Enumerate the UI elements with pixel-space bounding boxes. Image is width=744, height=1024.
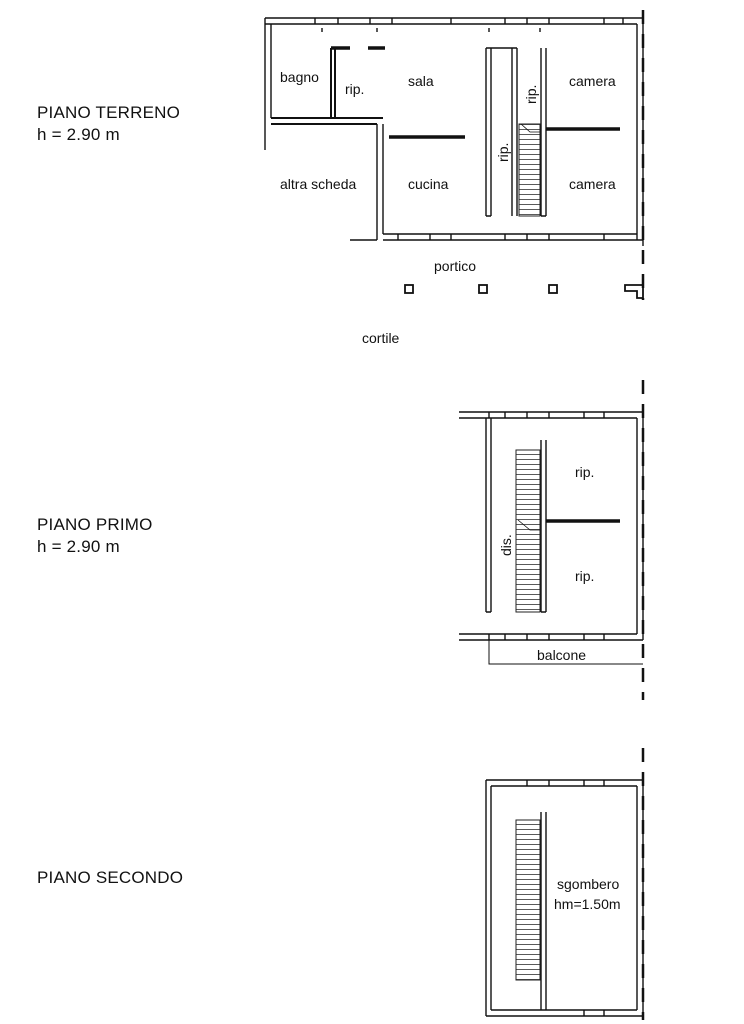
room-height-label: hm=1.50m xyxy=(554,896,621,912)
ground-stair-walls xyxy=(541,48,546,216)
ground-floor-height: h = 2.90 m xyxy=(37,125,120,144)
ground-staircase xyxy=(519,124,540,216)
room-label-camera-top: camera xyxy=(569,73,616,89)
ground-floor-plan xyxy=(265,10,643,300)
ground-corridor xyxy=(486,48,517,216)
first-floor-name: PIANO PRIMO xyxy=(37,515,153,534)
second-staircase xyxy=(516,820,540,980)
first-windows-top xyxy=(489,412,604,418)
room-label-altra-scheda: altra scheda xyxy=(280,176,357,192)
porch-pillar-corner xyxy=(625,285,643,298)
porch-pillar xyxy=(405,285,413,293)
porch-pillar xyxy=(549,285,557,293)
first-stair-wall xyxy=(541,440,546,612)
ground-outer-wall xyxy=(265,18,643,246)
second-windows-top xyxy=(527,780,604,786)
room-label-rip-small: rip. xyxy=(345,81,365,97)
room-label-rip-first-top: rip. xyxy=(575,464,595,480)
first-front-wall xyxy=(459,634,643,640)
first-floor-height: h = 2.90 m xyxy=(37,537,120,556)
first-staircase xyxy=(516,450,540,612)
room-label-bagno: bagno xyxy=(280,69,319,85)
second-windows-bottom xyxy=(584,1010,604,1016)
ground-windows-top xyxy=(315,18,623,24)
room-label-sala: sala xyxy=(408,73,434,89)
room-label-camera-bottom: camera xyxy=(569,176,616,192)
porch-pillar xyxy=(479,285,487,293)
balcony-label: balcone xyxy=(537,647,587,663)
second-stair-wall xyxy=(541,812,546,1010)
ground-window-sills xyxy=(322,28,540,32)
second-floor-name: PIANO SECONDO xyxy=(37,868,184,887)
room-label-portico: portico xyxy=(434,258,477,274)
room-label-sgombero: sgombero xyxy=(557,876,620,892)
room-label-rip-corridor: rip. xyxy=(495,142,511,162)
courtyard-label: cortile xyxy=(362,330,400,346)
room-label-cucina: cucina xyxy=(408,176,449,192)
room-label-rip-first-bottom: rip. xyxy=(575,568,595,584)
first-windows-bottom xyxy=(489,634,604,640)
room-label-rip-stair: rip. xyxy=(523,84,539,104)
ground-bath-wall xyxy=(271,48,383,124)
ground-floor-name: PIANO TERRENO xyxy=(37,103,181,122)
first-left-wall xyxy=(486,418,491,612)
room-label-dis: dis. xyxy=(498,534,514,556)
ground-windows-bottom xyxy=(398,234,604,240)
